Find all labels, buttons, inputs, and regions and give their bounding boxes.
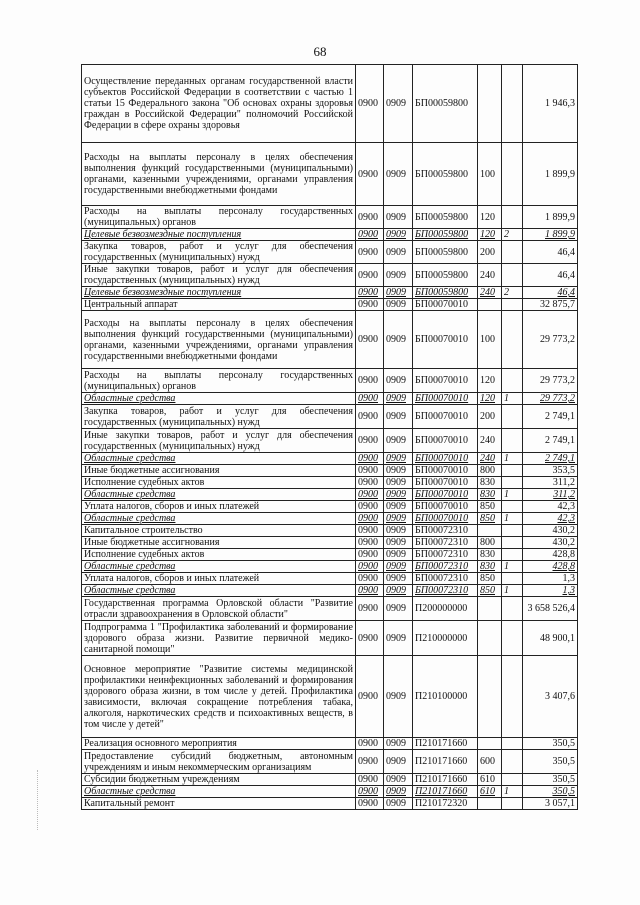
table-row bbox=[82, 597, 578, 621]
row-subsection: 0909 bbox=[384, 513, 413, 525]
row-amount: 29 773,2 bbox=[523, 369, 578, 393]
row-subsection: 0909 bbox=[384, 597, 413, 621]
row-name: Государственная программа Орловской области "Развитие отрасли здравоохранения в Орловской области" bbox=[82, 597, 356, 621]
row-target-article: П210171660 bbox=[413, 738, 478, 750]
row-amount: 1 899,9 bbox=[523, 143, 578, 206]
row-section: 0900 bbox=[356, 786, 384, 798]
row-target-article: БП00059800 bbox=[413, 143, 478, 206]
row-subsection: 0909 bbox=[384, 561, 413, 573]
row-amount: 350,5 bbox=[523, 786, 578, 798]
page-number: 68 bbox=[313, 44, 327, 59]
row-funding-source bbox=[502, 750, 523, 774]
row-amount: 46,4 bbox=[523, 241, 578, 264]
row-expense-type: 600 bbox=[478, 750, 502, 774]
row-expense-type: 830 bbox=[478, 477, 502, 489]
row-name: Подпрограмма 1 "Профилактика заболеваний и формирование здорового образа жизни. Развитие первичной медико-санитарной помощи" bbox=[82, 621, 356, 656]
row-target-article: БП00059800 bbox=[413, 65, 478, 143]
row-expense-type: 200 bbox=[478, 241, 502, 264]
row-subsection: 0909 bbox=[384, 525, 413, 537]
row-subsection: 0909 bbox=[384, 501, 413, 513]
row-subsection: 0909 bbox=[384, 585, 413, 597]
row-expense-type bbox=[478, 597, 502, 621]
row-target-article: БП00072310 bbox=[413, 561, 478, 573]
row-name: Областные средства bbox=[82, 513, 356, 525]
row-amount: 46,4 bbox=[523, 264, 578, 287]
row-subsection: 0909 bbox=[384, 489, 413, 501]
table-row bbox=[82, 621, 578, 656]
row-amount: 428,8 bbox=[523, 561, 578, 573]
table-row bbox=[82, 299, 578, 311]
row-expense-type bbox=[478, 621, 502, 656]
row-name: Расходы на выплаты персоналу в целях обеспечения выполнения функций государственными (муниципальными) органами, казенными учреждениями, органами управления государственными внебюджетными фондами bbox=[82, 311, 356, 369]
table-row bbox=[82, 501, 578, 513]
row-name: Целевые безвозмездные поступления bbox=[82, 229, 356, 241]
row-target-article: БП00070010 bbox=[413, 477, 478, 489]
row-amount: 1 899,9 bbox=[523, 206, 578, 229]
table-row bbox=[82, 537, 578, 549]
row-name: Осуществление переданных органам государственной власти субъектов Российской Федерации в соответствии с частью 1 статьи 15 Федерального закона "Об основах охраны здоровья граждан в Российской Федерации" полномочий Российской Федерации в сфере охраны здоровья bbox=[82, 65, 356, 143]
row-expense-type bbox=[478, 656, 502, 738]
row-amount: 29 773,2 bbox=[523, 311, 578, 369]
row-expense-type bbox=[478, 525, 502, 537]
row-subsection: 0909 bbox=[384, 241, 413, 264]
row-funding-source bbox=[502, 501, 523, 513]
row-expense-type: 120 bbox=[478, 369, 502, 393]
row-amount: 1 946,3 bbox=[523, 65, 578, 143]
row-name: Расходы на выплаты персоналу государственных (муниципальных) органов bbox=[82, 206, 356, 229]
table-row bbox=[82, 453, 578, 465]
row-amount: 32 875,7 bbox=[523, 299, 578, 311]
row-section: 0900 bbox=[356, 489, 384, 501]
row-section: 0900 bbox=[356, 501, 384, 513]
row-expense-type: 200 bbox=[478, 405, 502, 429]
row-expense-type: 240 bbox=[478, 287, 502, 299]
row-expense-type: 830 bbox=[478, 561, 502, 573]
row-subsection: 0909 bbox=[384, 738, 413, 750]
row-section: 0900 bbox=[356, 573, 384, 585]
table-row bbox=[82, 405, 578, 429]
table-row bbox=[82, 561, 578, 573]
row-amount: 2 749,1 bbox=[523, 453, 578, 465]
row-amount: 2 749,1 bbox=[523, 429, 578, 453]
row-funding-source bbox=[502, 206, 523, 229]
row-subsection: 0909 bbox=[384, 750, 413, 774]
row-section: 0900 bbox=[356, 798, 384, 810]
row-funding-source bbox=[502, 537, 523, 549]
row-target-article: БП00070010 bbox=[413, 453, 478, 465]
table-row bbox=[82, 573, 578, 585]
row-expense-type bbox=[478, 65, 502, 143]
row-subsection: 0909 bbox=[384, 774, 413, 786]
row-name: Областные средства bbox=[82, 393, 356, 405]
table-row bbox=[82, 656, 578, 738]
row-amount: 3 658 526,4 bbox=[523, 597, 578, 621]
row-section: 0900 bbox=[356, 477, 384, 489]
row-name: Областные средства bbox=[82, 585, 356, 597]
row-name: Закупка товаров, работ и услуг для обеспечения государственных (муниципальных) нужд bbox=[82, 241, 356, 264]
row-target-article: БП00070010 bbox=[413, 369, 478, 393]
row-subsection: 0909 bbox=[384, 405, 413, 429]
table-row bbox=[82, 393, 578, 405]
row-target-article: БП00072310 bbox=[413, 573, 478, 585]
row-name: Исполнение судебных актов bbox=[82, 549, 356, 561]
row-section: 0900 bbox=[356, 537, 384, 549]
row-section: 0900 bbox=[356, 621, 384, 656]
row-target-article: П200000000 bbox=[413, 597, 478, 621]
row-name: Основное мероприятие "Развитие системы медицинской профилактики неинфекционных заболеваний и формирования здорового образа жизни, в том числе у детей. Профилактика зависимости, включая сокращение потребления табака, алкоголя, наркотических средств и психоактивных веществ, в том числе у детей" bbox=[82, 656, 356, 738]
row-section: 0900 bbox=[356, 311, 384, 369]
row-target-article: П210100000 bbox=[413, 656, 478, 738]
table-row bbox=[82, 241, 578, 264]
budget-table-body bbox=[82, 65, 578, 810]
row-expense-type bbox=[478, 299, 502, 311]
row-funding-source bbox=[502, 621, 523, 656]
row-subsection: 0909 bbox=[384, 311, 413, 369]
table-row bbox=[82, 369, 578, 393]
row-name: Центральный аппарат bbox=[82, 299, 356, 311]
row-amount: 430,2 bbox=[523, 525, 578, 537]
row-funding-source bbox=[502, 774, 523, 786]
row-section: 0900 bbox=[356, 738, 384, 750]
row-funding-source bbox=[502, 369, 523, 393]
row-target-article: БП00070010 bbox=[413, 393, 478, 405]
row-section: 0900 bbox=[356, 369, 384, 393]
row-section: 0900 bbox=[356, 241, 384, 264]
row-funding-source bbox=[502, 311, 523, 369]
row-name: Исполнение судебных актов bbox=[82, 477, 356, 489]
row-subsection: 0909 bbox=[384, 393, 413, 405]
row-subsection: 0909 bbox=[384, 143, 413, 206]
row-section: 0900 bbox=[356, 393, 384, 405]
table-row bbox=[82, 786, 578, 798]
row-subsection: 0909 bbox=[384, 429, 413, 453]
row-amount: 46,4 bbox=[523, 287, 578, 299]
scan-artifact bbox=[37, 770, 40, 830]
row-target-article: П210172320 bbox=[413, 798, 478, 810]
row-section: 0900 bbox=[356, 585, 384, 597]
row-funding-source bbox=[502, 299, 523, 311]
row-name: Иные закупки товаров, работ и услуг для обеспечения государственных (муниципальных) нужд bbox=[82, 264, 356, 287]
table-row bbox=[82, 287, 578, 299]
row-funding-source bbox=[502, 477, 523, 489]
row-subsection: 0909 bbox=[384, 229, 413, 241]
row-funding-source: 1 bbox=[502, 489, 523, 501]
table-row bbox=[82, 465, 578, 477]
row-amount: 350,5 bbox=[523, 774, 578, 786]
row-amount: 3 407,6 bbox=[523, 656, 578, 738]
row-subsection: 0909 bbox=[384, 537, 413, 549]
row-expense-type: 120 bbox=[478, 206, 502, 229]
row-funding-source bbox=[502, 656, 523, 738]
row-target-article: БП00059800 bbox=[413, 241, 478, 264]
row-amount: 1,3 bbox=[523, 573, 578, 585]
row-funding-source bbox=[502, 465, 523, 477]
row-name: Предоставление субсидий бюджетным, автономным учреждениям и иным некоммерческим организациям bbox=[82, 750, 356, 774]
row-funding-source: 1 bbox=[502, 786, 523, 798]
row-funding-source bbox=[502, 264, 523, 287]
row-name: Областные средства bbox=[82, 786, 356, 798]
row-name: Целевые безвозмездные поступления bbox=[82, 287, 356, 299]
row-amount: 353,5 bbox=[523, 465, 578, 477]
row-section: 0900 bbox=[356, 750, 384, 774]
row-target-article: БП00072310 bbox=[413, 537, 478, 549]
row-amount: 3 057,1 bbox=[523, 798, 578, 810]
row-name: Расходы на выплаты персоналу в целях обеспечения выполнения функций государственными (муниципальными) органами, казенными учреждениями, органами управления государственными внебюджетными фондами bbox=[82, 143, 356, 206]
row-funding-source bbox=[502, 738, 523, 750]
row-target-article: БП00070010 bbox=[413, 465, 478, 477]
row-target-article: БП00070010 bbox=[413, 501, 478, 513]
row-funding-source bbox=[502, 65, 523, 143]
row-amount: 428,8 bbox=[523, 549, 578, 561]
row-funding-source bbox=[502, 143, 523, 206]
table-row bbox=[82, 477, 578, 489]
row-section: 0900 bbox=[356, 525, 384, 537]
row-expense-type bbox=[478, 738, 502, 750]
row-amount: 42,3 bbox=[523, 501, 578, 513]
row-expense-type: 120 bbox=[478, 229, 502, 241]
row-funding-source bbox=[502, 525, 523, 537]
table-row bbox=[82, 143, 578, 206]
row-amount: 311,2 bbox=[523, 489, 578, 501]
row-expense-type: 610 bbox=[478, 786, 502, 798]
row-subsection: 0909 bbox=[384, 65, 413, 143]
budget-table bbox=[81, 64, 578, 810]
row-target-article: БП00070010 bbox=[413, 299, 478, 311]
row-funding-source bbox=[502, 549, 523, 561]
table-row bbox=[82, 738, 578, 750]
table-row bbox=[82, 489, 578, 501]
row-target-article: П210171660 bbox=[413, 786, 478, 798]
row-expense-type: 850 bbox=[478, 501, 502, 513]
row-section: 0900 bbox=[356, 143, 384, 206]
row-section: 0900 bbox=[356, 264, 384, 287]
table-row bbox=[82, 311, 578, 369]
row-expense-type bbox=[478, 798, 502, 810]
row-section: 0900 bbox=[356, 405, 384, 429]
row-section: 0900 bbox=[356, 453, 384, 465]
table-row bbox=[82, 774, 578, 786]
table-row bbox=[82, 206, 578, 229]
row-target-article: П210171660 bbox=[413, 750, 478, 774]
row-funding-source: 1 bbox=[502, 453, 523, 465]
table-row bbox=[82, 750, 578, 774]
row-expense-type: 240 bbox=[478, 429, 502, 453]
row-expense-type: 850 bbox=[478, 585, 502, 597]
row-expense-type: 800 bbox=[478, 465, 502, 477]
row-name: Уплата налогов, сборов и иных платежей bbox=[82, 501, 356, 513]
row-subsection: 0909 bbox=[384, 549, 413, 561]
row-expense-type: 830 bbox=[478, 549, 502, 561]
row-expense-type: 120 bbox=[478, 393, 502, 405]
row-target-article: БП00070010 bbox=[413, 513, 478, 525]
table-row bbox=[82, 429, 578, 453]
row-subsection: 0909 bbox=[384, 573, 413, 585]
row-section: 0900 bbox=[356, 513, 384, 525]
table-row bbox=[82, 549, 578, 561]
row-target-article: БП00059800 bbox=[413, 206, 478, 229]
row-section: 0900 bbox=[356, 299, 384, 311]
table-row bbox=[82, 65, 578, 143]
table-row bbox=[82, 525, 578, 537]
row-name: Областные средства bbox=[82, 561, 356, 573]
row-name: Иные закупки товаров, работ и услуг для обеспечения государственных (муниципальных) нужд bbox=[82, 429, 356, 453]
row-name: Реализация основного мероприятия bbox=[82, 738, 356, 750]
row-target-article: БП00070010 bbox=[413, 429, 478, 453]
row-name: Субсидии бюджетным учреждениям bbox=[82, 774, 356, 786]
row-subsection: 0909 bbox=[384, 369, 413, 393]
row-target-article: П210000000 bbox=[413, 621, 478, 656]
row-name: Иные бюджетные ассигнования bbox=[82, 465, 356, 477]
row-expense-type: 240 bbox=[478, 453, 502, 465]
row-section: 0900 bbox=[356, 549, 384, 561]
table-row bbox=[82, 229, 578, 241]
row-subsection: 0909 bbox=[384, 477, 413, 489]
row-target-article: БП00059800 bbox=[413, 229, 478, 241]
row-target-article: БП00070010 bbox=[413, 405, 478, 429]
row-amount: 1,3 bbox=[523, 585, 578, 597]
row-amount: 29 773,2 bbox=[523, 393, 578, 405]
row-section: 0900 bbox=[356, 206, 384, 229]
row-expense-type: 100 bbox=[478, 311, 502, 369]
row-subsection: 0909 bbox=[384, 621, 413, 656]
row-funding-source bbox=[502, 573, 523, 585]
row-target-article: БП00059800 bbox=[413, 264, 478, 287]
row-expense-type: 850 bbox=[478, 513, 502, 525]
row-amount: 1 899,9 bbox=[523, 229, 578, 241]
row-section: 0900 bbox=[356, 656, 384, 738]
row-name: Расходы на выплаты персоналу государственных (муниципальных) органов bbox=[82, 369, 356, 393]
row-target-article: БП00072310 bbox=[413, 525, 478, 537]
row-amount: 430,2 bbox=[523, 537, 578, 549]
row-name: Уплата налогов, сборов и иных платежей bbox=[82, 573, 356, 585]
row-expense-type: 850 bbox=[478, 573, 502, 585]
row-subsection: 0909 bbox=[384, 786, 413, 798]
table-row bbox=[82, 264, 578, 287]
row-amount: 311,2 bbox=[523, 477, 578, 489]
row-subsection: 0909 bbox=[384, 465, 413, 477]
row-expense-type: 610 bbox=[478, 774, 502, 786]
row-expense-type: 830 bbox=[478, 489, 502, 501]
row-name: Областные средства bbox=[82, 453, 356, 465]
row-funding-source: 1 bbox=[502, 561, 523, 573]
row-subsection: 0909 bbox=[384, 453, 413, 465]
row-funding-source: 2 bbox=[502, 287, 523, 299]
row-target-article: БП00070010 bbox=[413, 489, 478, 501]
row-funding-source: 1 bbox=[502, 513, 523, 525]
row-name: Капитальный ремонт bbox=[82, 798, 356, 810]
row-subsection: 0909 bbox=[384, 206, 413, 229]
row-subsection: 0909 bbox=[384, 264, 413, 287]
row-name: Капитальное строительство bbox=[82, 525, 356, 537]
row-amount: 48 900,1 bbox=[523, 621, 578, 656]
row-funding-source bbox=[502, 798, 523, 810]
row-funding-source: 1 bbox=[502, 393, 523, 405]
row-funding-source bbox=[502, 429, 523, 453]
row-subsection: 0909 bbox=[384, 299, 413, 311]
row-funding-source: 2 bbox=[502, 229, 523, 241]
table-row bbox=[82, 585, 578, 597]
row-expense-type: 800 bbox=[478, 537, 502, 549]
row-section: 0900 bbox=[356, 287, 384, 299]
row-amount: 2 749,1 bbox=[523, 405, 578, 429]
row-subsection: 0909 bbox=[384, 287, 413, 299]
row-subsection: 0909 bbox=[384, 798, 413, 810]
row-funding-source bbox=[502, 405, 523, 429]
row-section: 0900 bbox=[356, 561, 384, 573]
row-expense-type: 240 bbox=[478, 264, 502, 287]
row-section: 0900 bbox=[356, 65, 384, 143]
row-amount: 350,5 bbox=[523, 738, 578, 750]
row-expense-type: 100 bbox=[478, 143, 502, 206]
row-funding-source bbox=[502, 241, 523, 264]
row-amount: 350,5 bbox=[523, 750, 578, 774]
table-row bbox=[82, 798, 578, 810]
row-section: 0900 bbox=[356, 229, 384, 241]
row-name: Иные бюджетные ассигнования bbox=[82, 537, 356, 549]
row-funding-source: 1 bbox=[502, 585, 523, 597]
row-target-article: БП00070010 bbox=[413, 311, 478, 369]
row-target-article: БП00072310 bbox=[413, 549, 478, 561]
row-funding-source bbox=[502, 597, 523, 621]
row-section: 0900 bbox=[356, 429, 384, 453]
row-target-article: БП00072310 bbox=[413, 585, 478, 597]
row-section: 0900 bbox=[356, 465, 384, 477]
row-name: Закупка товаров, работ и услуг для обеспечения государственных (муниципальных) нужд bbox=[82, 405, 356, 429]
row-section: 0900 bbox=[356, 597, 384, 621]
row-amount: 42,3 bbox=[523, 513, 578, 525]
row-subsection: 0909 bbox=[384, 656, 413, 738]
row-name: Областные средства bbox=[82, 489, 356, 501]
row-target-article: П210171660 bbox=[413, 774, 478, 786]
table-row bbox=[82, 513, 578, 525]
row-target-article: БП00059800 bbox=[413, 287, 478, 299]
row-section: 0900 bbox=[356, 774, 384, 786]
